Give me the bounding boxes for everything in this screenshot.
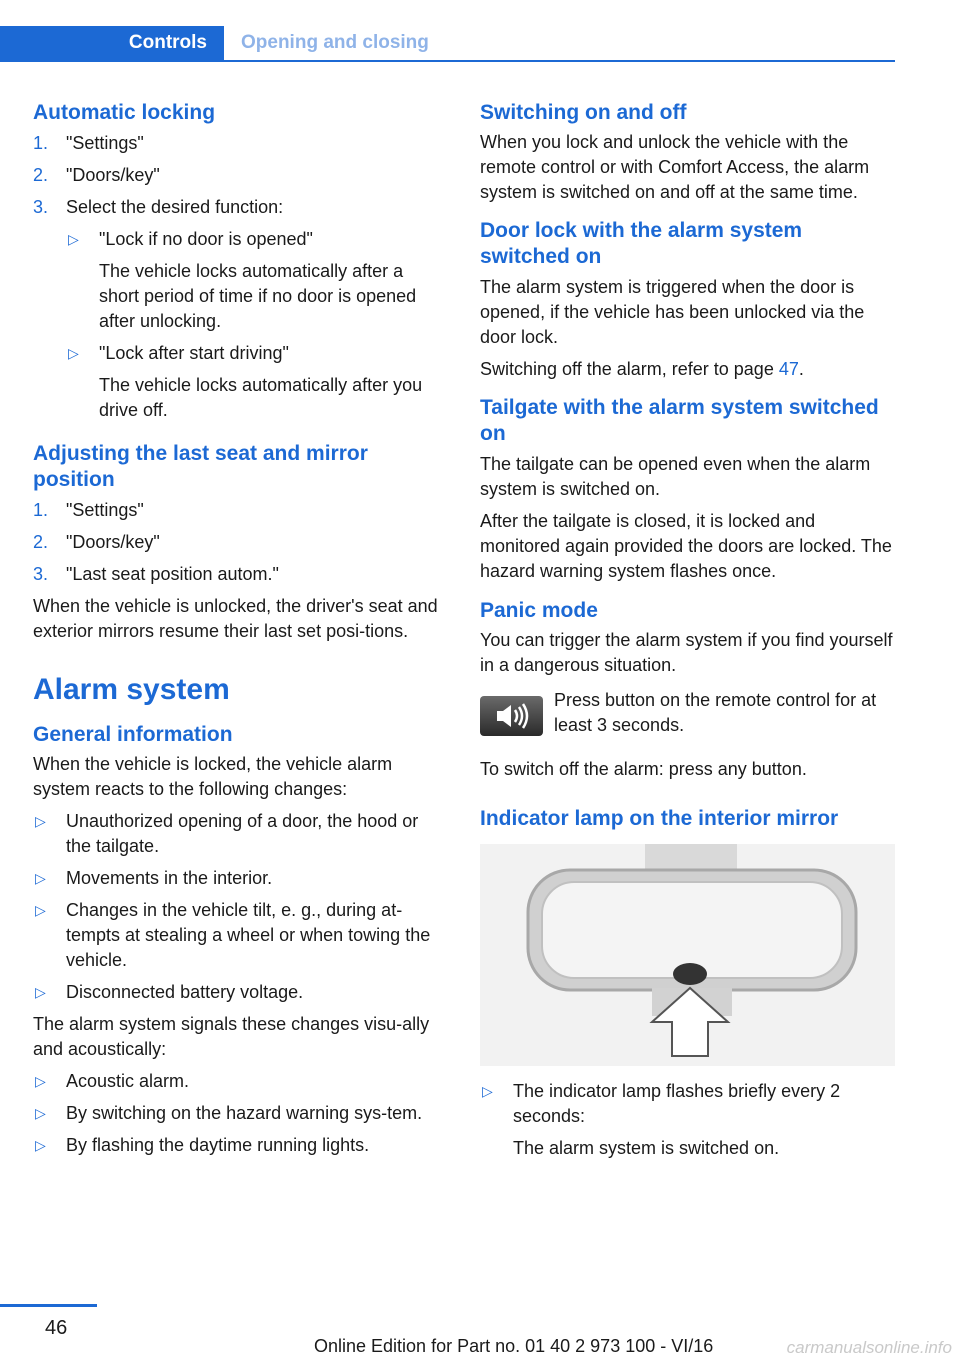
- triangle-bullet-icon: ▷: [68, 231, 79, 247]
- right-column: [480, 100, 895, 1168]
- step-1: 1. "Settings": [33, 133, 144, 153]
- panic-text: You can trigger the alarm system if you find yourself in a dangerous situation.: [480, 630, 893, 675]
- step-2: 2. "Doors/key": [33, 532, 160, 552]
- general-info-title: General information: [33, 723, 233, 746]
- page-number: 46: [45, 1317, 68, 1339]
- option-item: ▷ "Lock after start driving" The vehicle locks automatically after you drive off.: [68, 343, 423, 420]
- triangle-bullet-icon: ▷: [35, 984, 46, 1000]
- list-item: ▷ Disconnected battery voltage.: [33, 980, 448, 1005]
- option-item: ▷ "Lock if no door is opened" The vehicle locks automatically after a short period of time if no door is opened after unlocking.: [68, 229, 417, 331]
- panic-button-row: [480, 688, 895, 740]
- alarm-signals-list: [33, 1069, 448, 1158]
- triangle-bullet-icon: ▷: [35, 902, 46, 918]
- list-item: ▷ By flashing the daytime running lights.: [33, 1133, 448, 1158]
- watermark: carmanualsonline.info: [786, 1338, 952, 1357]
- tailgate-text-2: After the tailgate is closed, it is locked and monitored again provided the doors are locked. The hazard warning system flashes once.: [480, 511, 892, 581]
- page-header: [0, 26, 895, 62]
- triangle-bullet-icon: ▷: [35, 870, 46, 886]
- indicator-list: [480, 1079, 895, 1161]
- seat-mirror-text: When the vehicle is unlocked, the driver's seat and exterior mirrors resume their last set posi‐tions.: [33, 596, 438, 641]
- seat-mirror-title: Adjusting the last seat and mirror position: [33, 442, 368, 491]
- tailgate-title: Tailgate with the alarm system switched on: [480, 396, 879, 445]
- auto-locking-options: [66, 227, 448, 423]
- chapter-tab[interactable]: Controls: [0, 26, 224, 62]
- triangle-bullet-icon: ▷: [35, 1073, 46, 1089]
- auto-locking-title: Automatic locking: [33, 101, 216, 124]
- list-item: ▷ The indicator lamp flashes briefly every 2 seconds: The alarm system is switched on.: [482, 1081, 841, 1158]
- speaker-icon: [480, 696, 543, 736]
- seat-mirror-steps: [33, 498, 448, 587]
- list-item: ▷ Changes in the vehicle tilt, e. g., during at‐tempts at stealing a wheel or when towing the vehicle.: [35, 900, 431, 970]
- panic-button-text: Press button on the remote control for at least 3 seconds.: [554, 690, 877, 735]
- step-3: 3. "Last seat position autom.": [33, 564, 279, 584]
- list-item: ▷ Acoustic alarm.: [33, 1069, 448, 1094]
- tailgate-text-1: The tailgate can be opened even when the alarm system is switched on.: [480, 454, 871, 499]
- edition-text: Online Edition for Part no. 01 40 2 973 100 - VI/16: [314, 1336, 714, 1356]
- section-title[interactable]: Opening and closing: [241, 32, 429, 53]
- panic-title: Panic mode: [480, 599, 598, 622]
- triangle-bullet-icon: ▷: [35, 813, 46, 829]
- panic-off-text: To switch off the alarm: press any button.: [480, 759, 807, 779]
- alarm-changes-list: [33, 809, 448, 1005]
- on-off-text: When you lock and unlock the vehicle with the remote control or with Comfort Access, the alarm system is switched on and off at the same time.: [480, 132, 870, 202]
- triangle-bullet-icon: ▷: [68, 345, 79, 361]
- list-item: ▷ Unauthorized opening of a door, the hood or the tailgate.: [35, 811, 419, 856]
- door-lock-title: Door lock with the alarm system switched on: [480, 219, 803, 268]
- triangle-bullet-icon: ▷: [35, 1105, 46, 1121]
- general-info-text: When the vehicle is locked, the vehicle alarm system reacts to the following changes:: [33, 754, 393, 799]
- panic-button-image: [480, 696, 543, 736]
- auto-locking-steps: [33, 131, 448, 423]
- interior-mirror-illustration: [480, 844, 895, 1066]
- signals-text: The alarm system signals these changes visu‐ally and acoustically:: [33, 1014, 430, 1059]
- step-3: 3. Select the desired function: ▷ "Lock if no door is opened" The vehicle locks automatically after a short period of time if no door is opened after unlocking. ▷ "Lock after start driving" The vehicle locks automatically after you drive off.: [33, 195, 448, 423]
- step-1: 1. "Settings": [33, 500, 144, 520]
- page-ref-link[interactable]: 47: [778, 359, 799, 379]
- alarm-title: Alarm system: [33, 673, 230, 706]
- door-lock-ref: Switching off the alarm, refer to page 47.: [480, 359, 804, 379]
- triangle-bullet-icon: ▷: [35, 1137, 46, 1153]
- on-off-title: Switching on and off: [480, 101, 687, 124]
- door-lock-text: The alarm system is triggered when the door is opened, if the vehicle has been unlocked via the door lock.: [480, 277, 865, 347]
- footer-rule: [0, 1304, 97, 1307]
- list-item: ▷ Movements in the interior.: [33, 866, 448, 891]
- triangle-bullet-icon: ▷: [482, 1083, 493, 1099]
- list-item: ▷ By switching on the hazard warning sys‐tem.: [33, 1101, 448, 1126]
- step-2: 2. "Doors/key": [33, 165, 160, 185]
- indicator-title: Indicator lamp on the interior mirror: [480, 807, 839, 830]
- left-column: [33, 100, 448, 1165]
